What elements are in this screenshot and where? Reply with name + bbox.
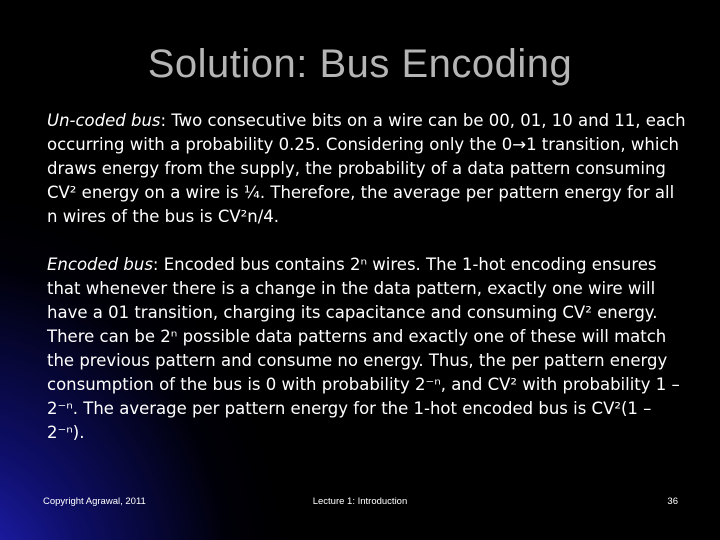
footer-lecture: Lecture 1: Introduction: [312, 496, 408, 507]
paragraph-encoded-bus: [47, 253, 687, 445]
paragraph-encoded-bus-text: : Encoded bus contains 2ⁿ wires. The 1-hot encoding ensures that whenever there is a change in the data pattern, exactly one wire will have a 01 transition, charging its capacitance and consuming CV² energy. There can be 2ⁿ possible data patterns and exactly one of these will match the previous pattern and consume no energy. Thus, the per pattern energy consumption of the bus is 0 with probability 2⁻ⁿ, and CV² with probability 1 – 2⁻ⁿ. The average per pattern energy for the 1-hot encoded bus is CV²(1 – 2⁻ⁿ).: [47, 255, 680, 442]
term-uncoded-bus: Un-coded bus: [47, 111, 161, 130]
slide-title: Solution: Bus Encoding: [147, 42, 573, 86]
term-encoded-bus: Encoded bus: [47, 255, 153, 274]
footer-page-number: 36: [667, 496, 678, 507]
paragraph-uncoded-bus: [47, 109, 687, 229]
paragraph-uncoded-bus-text: : Two consecutive bits on a wire can be 00, 01, 10 and 11, each occurring with a probability 0.25. Considering only the 0→1 transition, which draws energy from the supply, the probability of a data pattern consuming CV² energy on a wire is ¼. Therefore, the average per pattern energy for all n wires of the bus is CV²n/4.: [47, 111, 686, 226]
footer-copyright: Copyright Agrawal, 2011: [43, 496, 146, 507]
